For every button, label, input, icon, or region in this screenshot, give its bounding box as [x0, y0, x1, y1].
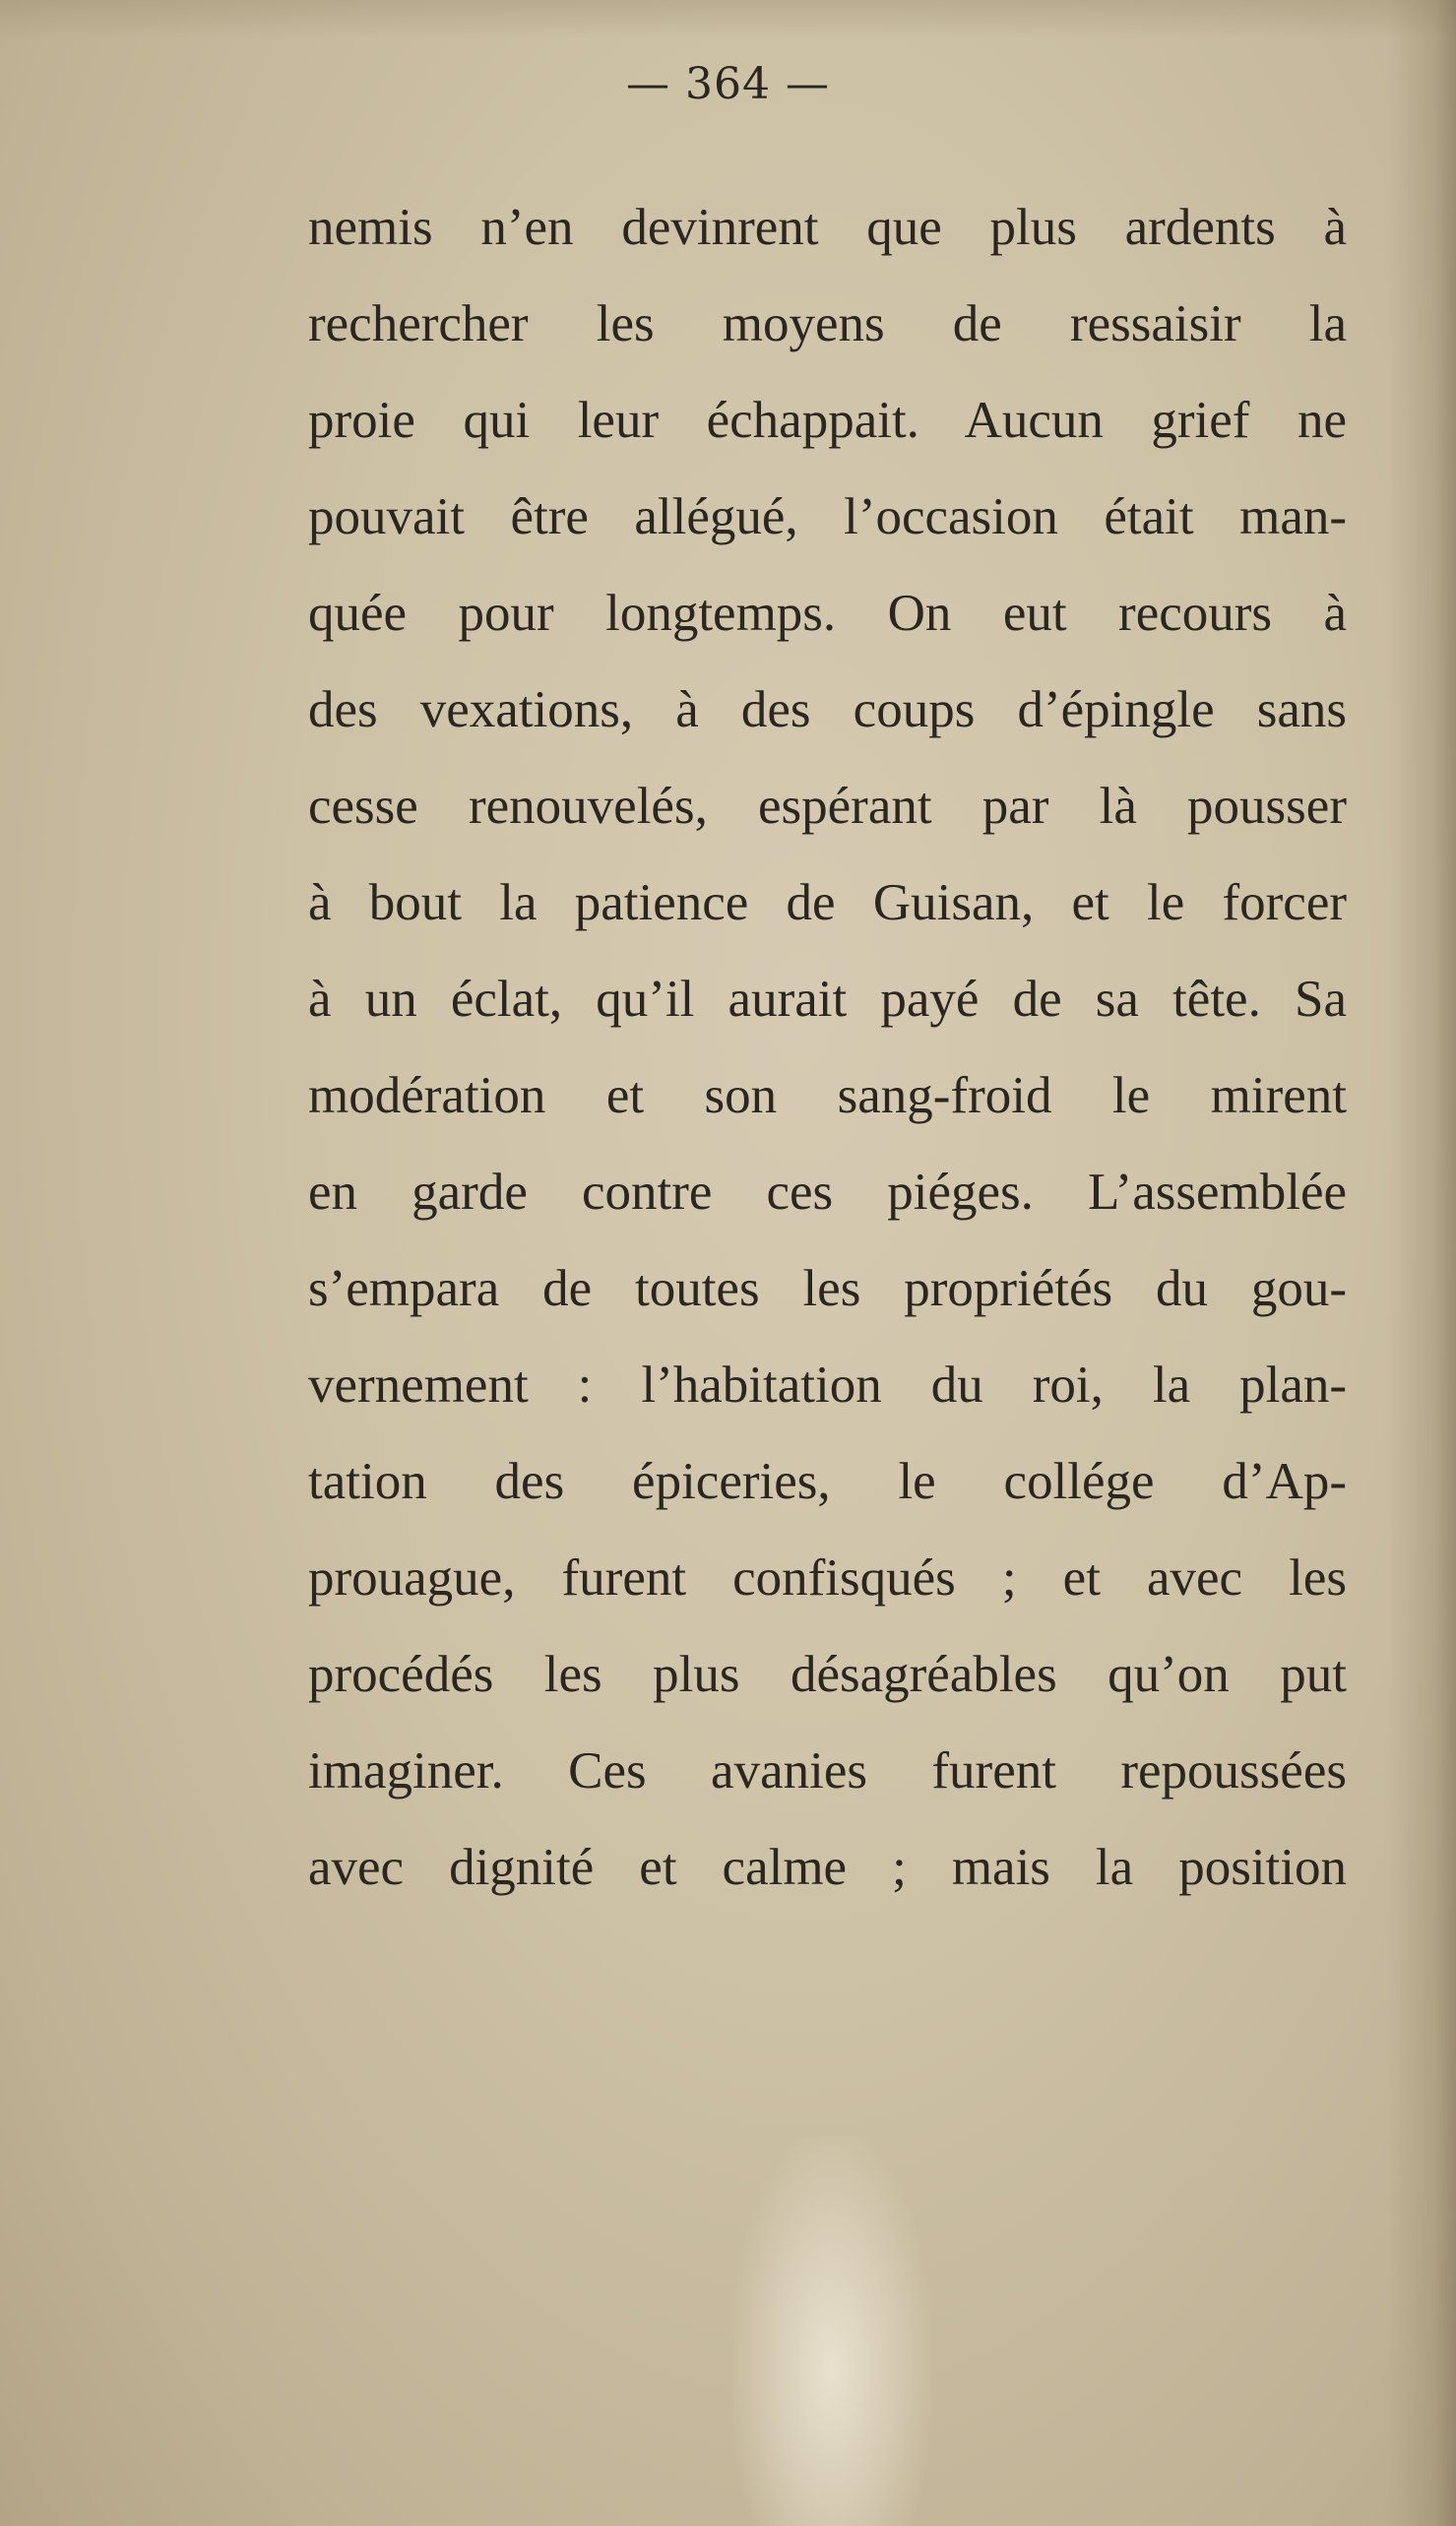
text-line: pouvait être allégué, l’occasion était man- — [308, 488, 1347, 545]
text-line: à un éclat, qu’il aurait payé de sa tête. Sa — [308, 971, 1347, 1028]
text-line: modération et son sang-froid le mirent — [308, 1067, 1347, 1124]
text-line: des vexations, à des coups d’épingle sans — [308, 681, 1347, 738]
text-line: vernement : l’habitation du roi, la plan- — [308, 1357, 1347, 1414]
page-edge-shadow-top — [0, 0, 1456, 39]
text-line: en garde contre ces piéges. L’assemblée — [308, 1164, 1347, 1221]
text-line: imaginer. Ces avanies furent repoussées — [308, 1742, 1347, 1800]
text-line: tation des épiceries, le collége d’Ap- — [308, 1453, 1347, 1510]
text-line: procédés les plus désagréables qu’on put — [308, 1646, 1347, 1703]
paper-stain — [733, 2136, 930, 2526]
text-line: à bout la patience de Guisan, et le forcer — [308, 874, 1347, 931]
text-line: proie qui leur échappait. Aucun grief ne — [308, 392, 1347, 449]
body-text — [308, 193, 1347, 1929]
text-line: avec dignité et calme ; mais la position — [308, 1839, 1347, 1896]
text-line: cesse renouvelés, espérant par là pousser — [308, 778, 1347, 835]
page-edge-shadow-right — [1387, 0, 1456, 2526]
text-line: prouague, furent confisqués ; et avec les — [308, 1549, 1347, 1607]
text-line: rechercher les moyens de ressaisir la — [308, 295, 1347, 352]
text-line: quée pour longtemps. On eut recours à — [308, 585, 1347, 642]
text-line: s’empara de toutes les propriétés du gou- — [308, 1260, 1347, 1317]
page-number: — 364 — — [626, 59, 830, 109]
text-line: nemis n’en devinrent que plus ardents à — [308, 199, 1347, 256]
